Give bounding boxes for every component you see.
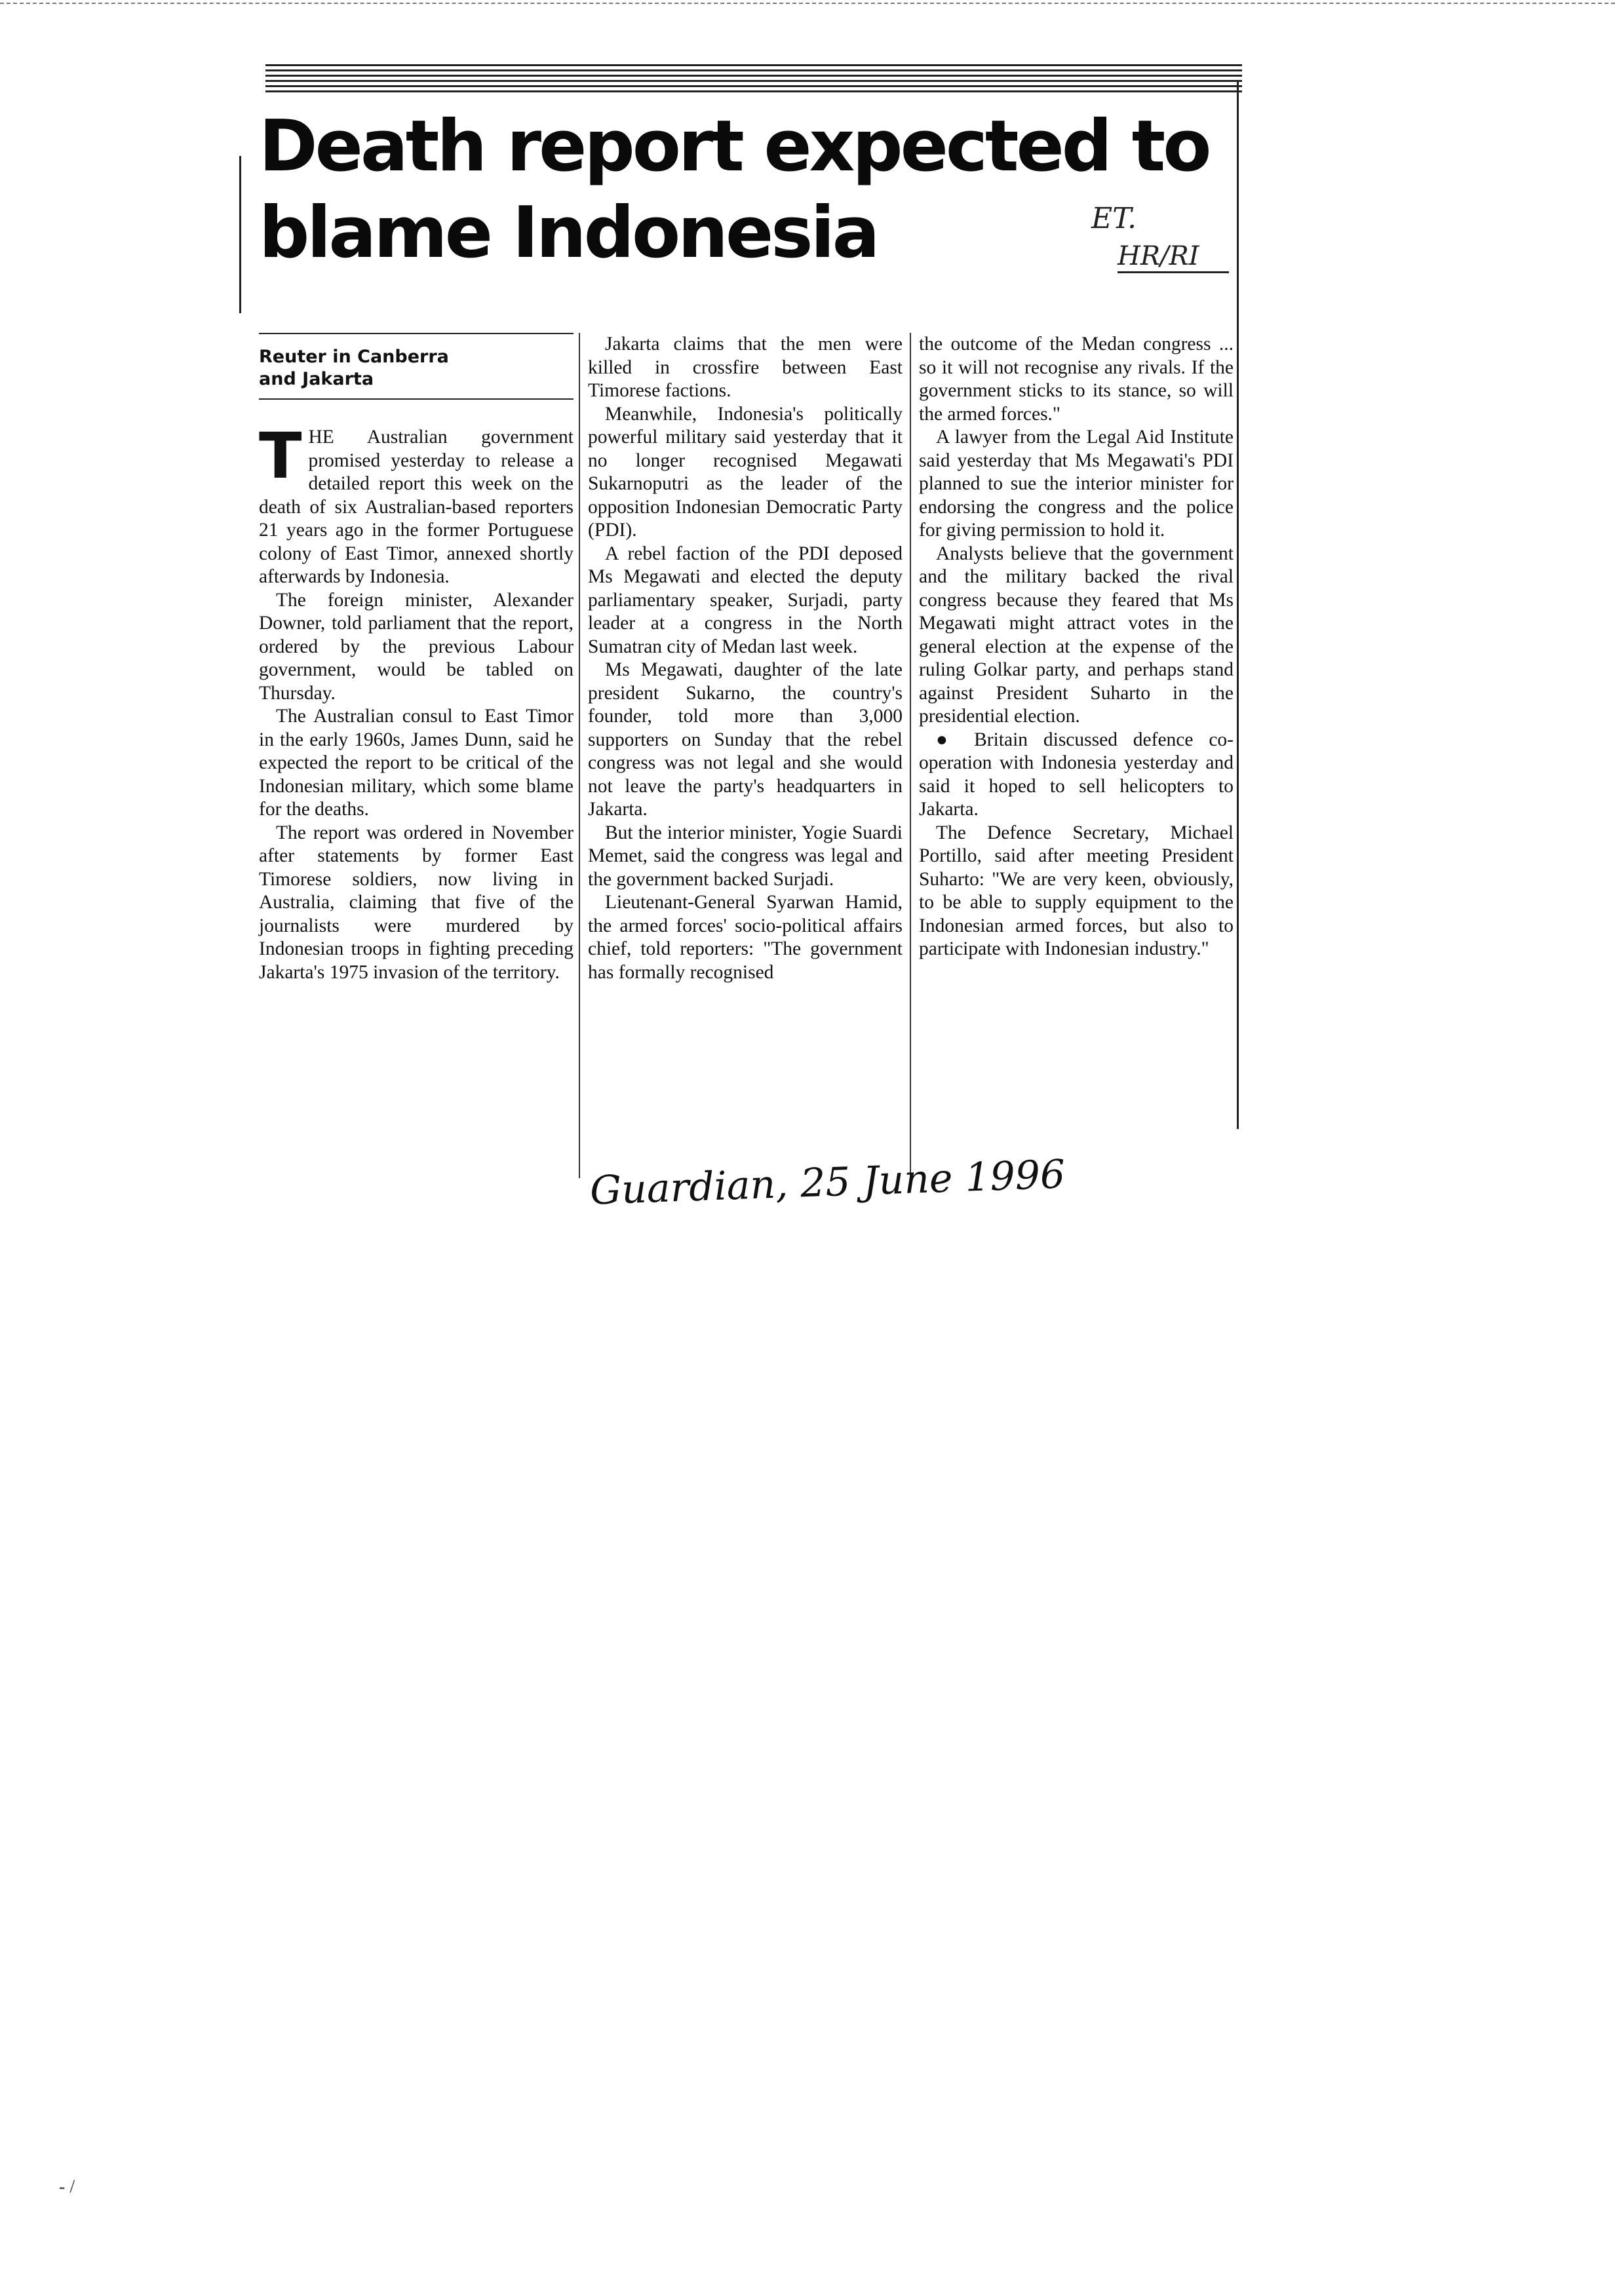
byline-line: Reuter in Canberra bbox=[259, 347, 449, 367]
margin-note-code: ET. bbox=[1091, 202, 1137, 235]
article-column-3 bbox=[919, 333, 1234, 961]
paragraph: Lieutenant-General Syarwan Hamid, the armed forces' socio-political affairs chief, told reporters: "The government has formally recognised bbox=[588, 892, 903, 983]
paragraph: A lawyer from the Legal Aid Institute said yesterday that Ms Megawati's PDI planned to sue the interior minister for endorsing the congress and the police for giving permission to hold it. bbox=[919, 427, 1234, 541]
paragraph: The report was ordered in November after statements by former East Timorese soldiers, now living in Australia, claiming that five of the journalists were murdered by Indonesian troops in fighting preceding Jakarta's 1975 invasion of the territory. bbox=[259, 822, 574, 983]
paragraph: But the interior minister, Yogie Suardi Memet, said the congress was legal and the government backed Surjadi. bbox=[588, 822, 903, 890]
paragraph: Analysts believe that the government and the military backed the rival congress because they feared that Ms Megawati might attract votes in the general election at the expense of the ruling Golkar party, and perhaps stand against President Suharto in the presidential election. bbox=[919, 543, 1234, 727]
paragraph: the outcome of the Medan congress ... so it will not recognise any rivals. If the government sticks to its stance, so will the armed forces." bbox=[919, 334, 1234, 425]
masthead-rule-band bbox=[265, 64, 1242, 93]
paragraph: The Defence Secretary, Michael Portillo, said after meeting President Suharto: "We are very keen, obviously, to be able to supply equipment to the Indonesian armed forces, but also to participate with Indonesian industry." bbox=[919, 822, 1234, 959]
paragraph-text: HE Australian government promised yesterday to release a detailed report this week on the death of six Australian-based reporters 21 years ago in the former Portuguese colony of East Timor, annexed shortly afterwards by Indonesia. bbox=[259, 427, 574, 587]
article-column-2 bbox=[588, 333, 903, 984]
column-rule bbox=[910, 333, 911, 1178]
scan-top-edge bbox=[0, 0, 1615, 4]
drop-cap: T bbox=[259, 419, 302, 493]
byline bbox=[259, 333, 574, 400]
article-column-1 bbox=[259, 333, 574, 984]
margin-note-ref: HR/RI bbox=[1118, 241, 1229, 273]
headline: Death report expected to blame Indonesia bbox=[259, 105, 1209, 274]
paragraph: Meanwhile, Indonesia's politically powerful military said yesterday that it no longer recognised Megawati Sukarnoputri as the leader of the opposition Indonesian Democratic Party (PDI). bbox=[588, 403, 903, 541]
handwritten-source-note: Guardian, 25 June 1996 bbox=[589, 1151, 1066, 1214]
paragraph: Ms Megawati, daughter of the late president Sukarno, the country's founder, told more than 3,000 supporters on Sunday that the rebel congress was not legal and she would not leave the party's headquarters in Jakarta. bbox=[588, 659, 903, 820]
byline-line: and Jakarta bbox=[259, 369, 374, 389]
paragraph: The Australian consul to East Timor in the early 1960s, James Dunn, said he expected the report to be critical of the Indonesian military, which some blame for the deaths. bbox=[259, 706, 574, 820]
paragraph bbox=[259, 419, 574, 589]
paragraph: ● Britain discussed defence co-operation with Indonesia yesterday and said it hoped to sell helicopters to Jakarta. bbox=[919, 729, 1234, 820]
paragraph: A rebel faction of the PDI deposed Ms Megawati and elected the deputy parliamentary speaker, Surjadi, party leader at a congress in the North Sumatran city of Medan last week. bbox=[588, 543, 903, 657]
clipping-left-border bbox=[239, 156, 241, 313]
paragraph: The foreign minister, Alexander Downer, told parliament that the report, ordered by the previous Labour government, would be tabled on Thursday. bbox=[259, 589, 574, 704]
scan-mark: - / bbox=[59, 2177, 75, 2197]
column-rule bbox=[579, 333, 580, 1178]
clipping-right-border bbox=[1237, 81, 1239, 1129]
paragraph: Jakarta claims that the men were killed in crossfire between East Timorese factions. bbox=[588, 334, 903, 401]
newspaper-clipping bbox=[239, 64, 1245, 1126]
